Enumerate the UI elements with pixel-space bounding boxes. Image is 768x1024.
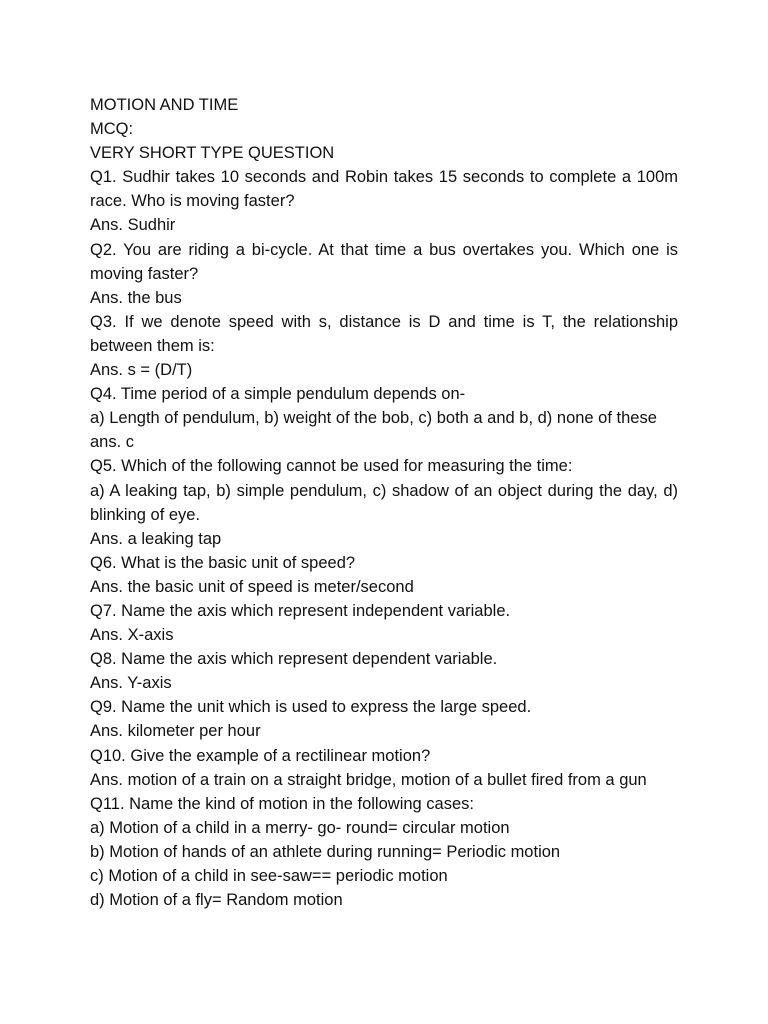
question-q11: Q11. Name the kind of motion in the following cases: [90, 794, 474, 813]
document-body [90, 93, 678, 912]
question-q5: Q5. Which of the following cannot be used for measuring the time: [90, 457, 573, 476]
question-q1: Q1. Sudhir takes 10 seconds and Robin takes 15 seconds to complete a 100m race. Who is moving faster? [90, 168, 678, 211]
question-q3: Q3. If we denote speed with s, distance is D and time is T, the relationship between them is: [90, 312, 678, 355]
question-q6: Q6. What is the basic unit of speed? [90, 553, 356, 572]
question-q10: Q10. Give the example of a rectilinear motion? [90, 746, 431, 765]
answer-q5: Ans. a leaking tap [90, 529, 222, 548]
answer-q11-d: d) Motion of a fly= Random motion [90, 891, 343, 910]
answer-q3: Ans. s = (D/T) [90, 361, 193, 380]
answer-q11-c: c) Motion of a child in see-saw== periodic motion [90, 867, 448, 885]
answer-q1: Ans. Sudhir [90, 216, 176, 235]
answer-q4: ans. c [90, 433, 135, 452]
answer-q10: Ans. motion of a train on a straight bridge, motion of a bullet fired from a gun [90, 770, 647, 789]
answer-q7: Ans. X-axis [90, 626, 174, 645]
question-q8: Q8. Name the axis which represent dependent variable. [90, 650, 498, 669]
options-q4: a) Length of pendulum, b) weight of the bob, c) both a and b, d) none of these [90, 409, 657, 428]
options-q5: a) A leaking tap, b) simple pendulum, c) shadow of an object during the day, d) blinking of eye. [90, 481, 678, 524]
question-q9: Q9. Name the unit which is used to express the large speed. [90, 698, 532, 717]
answer-q9: Ans. kilometer per hour [90, 722, 261, 741]
answer-q8: Ans. Y-axis [90, 674, 172, 693]
document-title: MOTION AND TIME [90, 96, 239, 114]
answer-q11-a: a) Motion of a child in a merry- go- round= circular motion [90, 818, 510, 837]
answer-q11-b: b) Motion of hands of an athlete during running= Periodic motion [90, 842, 561, 861]
answer-q2: Ans. the bus [90, 288, 182, 307]
question-q7: Q7. Name the axis which represent independent variable. [90, 601, 511, 620]
section-heading: MCQ: [90, 120, 134, 139]
question-q2: Q2. You are riding a bi-cycle. At that time a bus overtakes you. Which one is moving faster? [90, 240, 678, 283]
answer-q6: Ans. the basic unit of speed is meter/second [90, 577, 414, 596]
subsection-heading: VERY SHORT TYPE QUESTION [90, 144, 335, 163]
question-q4: Q4. Time period of a simple pendulum depends on- [90, 385, 466, 404]
